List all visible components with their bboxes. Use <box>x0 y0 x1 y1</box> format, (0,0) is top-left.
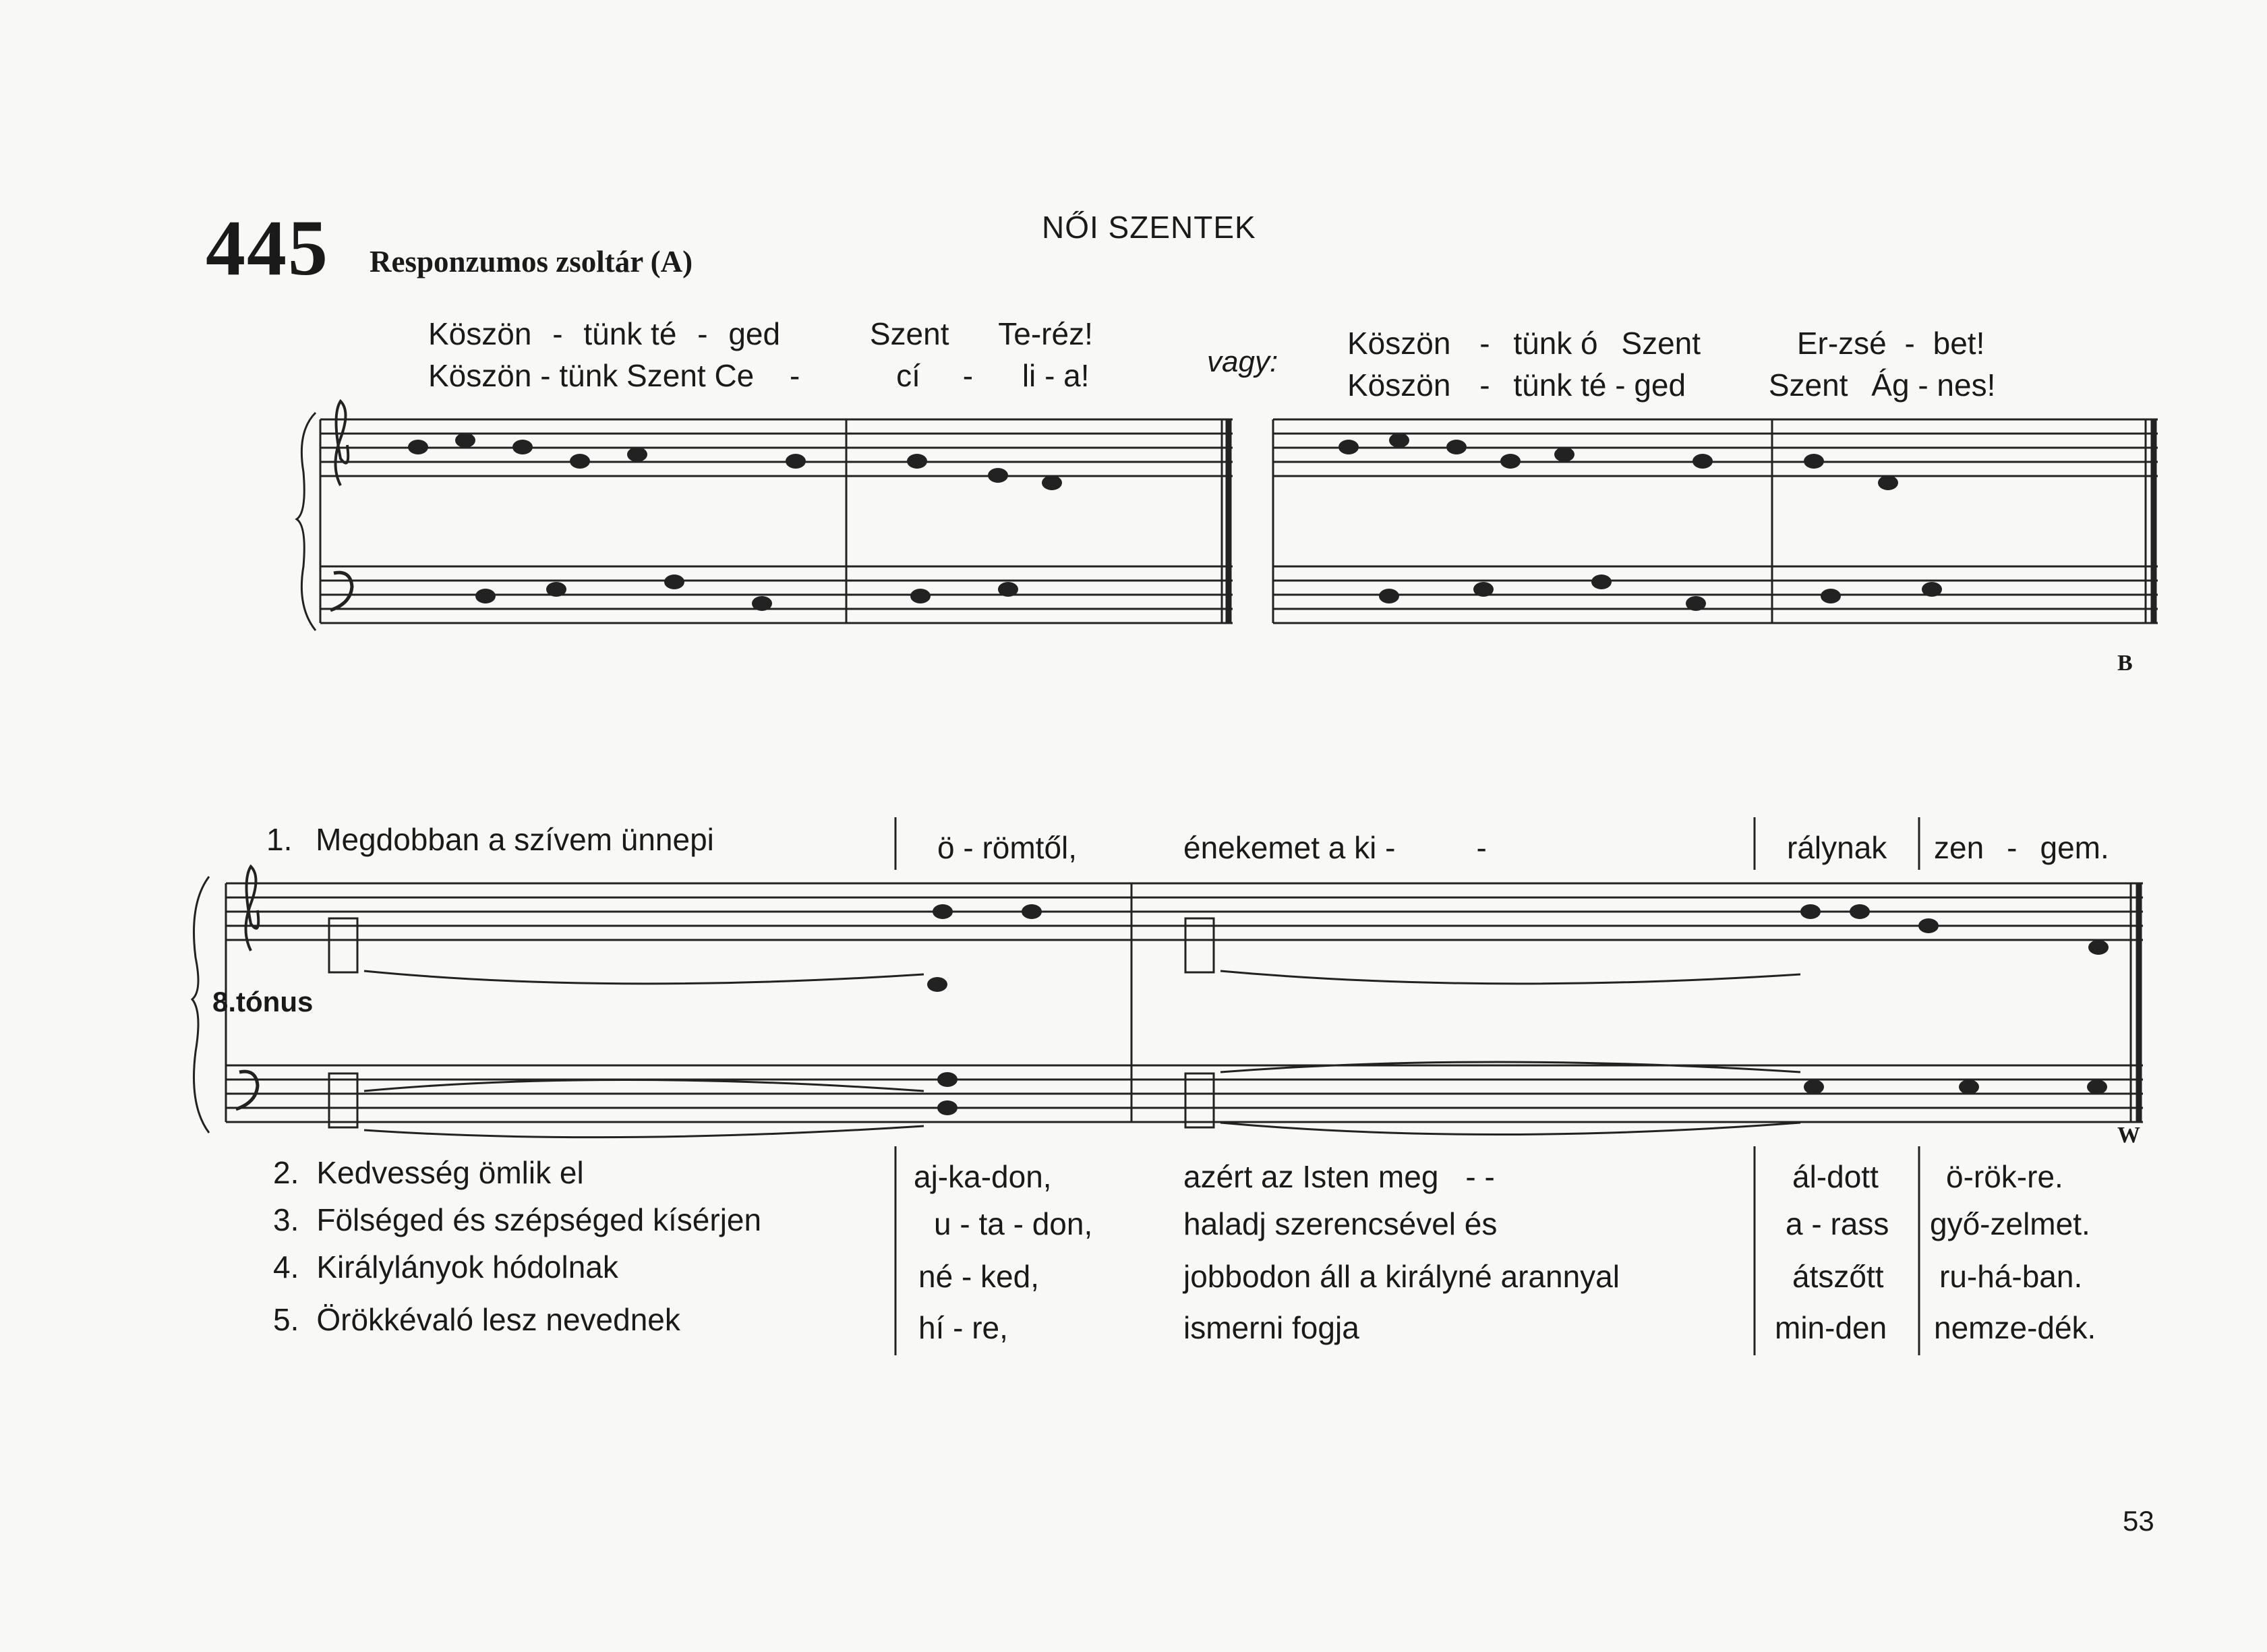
staff-bass-1 <box>320 566 1233 623</box>
verse-2-d: ál-dott <box>1792 1159 1879 1194</box>
verse-5-e: nemze-dék. <box>1934 1310 2096 1345</box>
response-line-2: Köszön - tünk Szent Ce - cí - li - a! <box>428 358 1090 393</box>
mark-b: B <box>2117 651 2133 676</box>
hymn-number: 445 <box>206 204 329 292</box>
verse-3-e: győ-zelmet. <box>1930 1206 2090 1241</box>
vagy-label: vagy: <box>1207 345 1278 378</box>
verse-2-b: aj-ka-don, <box>914 1159 1052 1194</box>
verse-5-b: hí - re, <box>918 1310 1008 1345</box>
hymn-subtitle: Responzumos zsoltár (A) <box>370 245 693 278</box>
staff-treble-1 <box>320 419 1233 476</box>
verse-4-d: átszőtt <box>1792 1259 1884 1294</box>
verse-5-d: min-den <box>1775 1310 1887 1345</box>
verse-1-e: zen - gem. <box>1934 830 2109 865</box>
verse-4-e: ru-há-ban. <box>1939 1259 2083 1294</box>
verse-5: 5. Örökkévaló lesz nevednek <box>273 1302 680 1337</box>
verse-2-e: ö-rök-re. <box>1946 1159 2063 1194</box>
verse-1-b: ö - römtől, <box>937 830 1078 865</box>
tone-label: 8.tónus <box>212 986 314 1017</box>
verse-3: 3. Fölséged és szépséged kísérjen <box>273 1202 762 1237</box>
verse-4-c: jobbodon áll a királyné arannyal <box>1183 1259 1620 1294</box>
verse-1-c: énekemet a ki - - <box>1183 830 1487 865</box>
verse-4: 4. Királylányok hódolnak <box>273 1249 618 1285</box>
verse-3-d: a - rass <box>1786 1206 1889 1241</box>
verse-1: 1. Megdobban a szívem ünnepi <box>266 822 714 857</box>
verse-1-d: rálynak <box>1787 830 1887 865</box>
page-number: 53 <box>2123 1505 2154 1537</box>
verse-5-c: ismerni fogja <box>1183 1310 1359 1345</box>
verse-number: 1. <box>266 822 293 857</box>
staff-bass-2 <box>1273 566 2158 623</box>
verse-3-c: haladj szerencsével és <box>1183 1206 1498 1241</box>
response-line-1: Köszön - tünk té - ged Szent Te-réz! <box>428 316 1093 351</box>
verse-3-b: u - ta - don, <box>934 1206 1093 1241</box>
verse-2-c: azért az Isten meg - - <box>1183 1159 1495 1194</box>
response-line-4: Köszön - tünk té - ged Szent Ág - nes! <box>1347 367 1996 403</box>
staff-treble-2 <box>1273 419 2158 476</box>
verse-2: 2. Kedvesség ömlik el <box>273 1155 584 1190</box>
section-heading: NŐI SZENTEK <box>1042 210 1256 245</box>
verse-4-b: né - ked, <box>918 1259 1039 1294</box>
mark-w: W <box>2117 1123 2140 1148</box>
response-line-3: Köszön - tünk ó Szent Er-zsé - bet! <box>1347 326 1985 361</box>
